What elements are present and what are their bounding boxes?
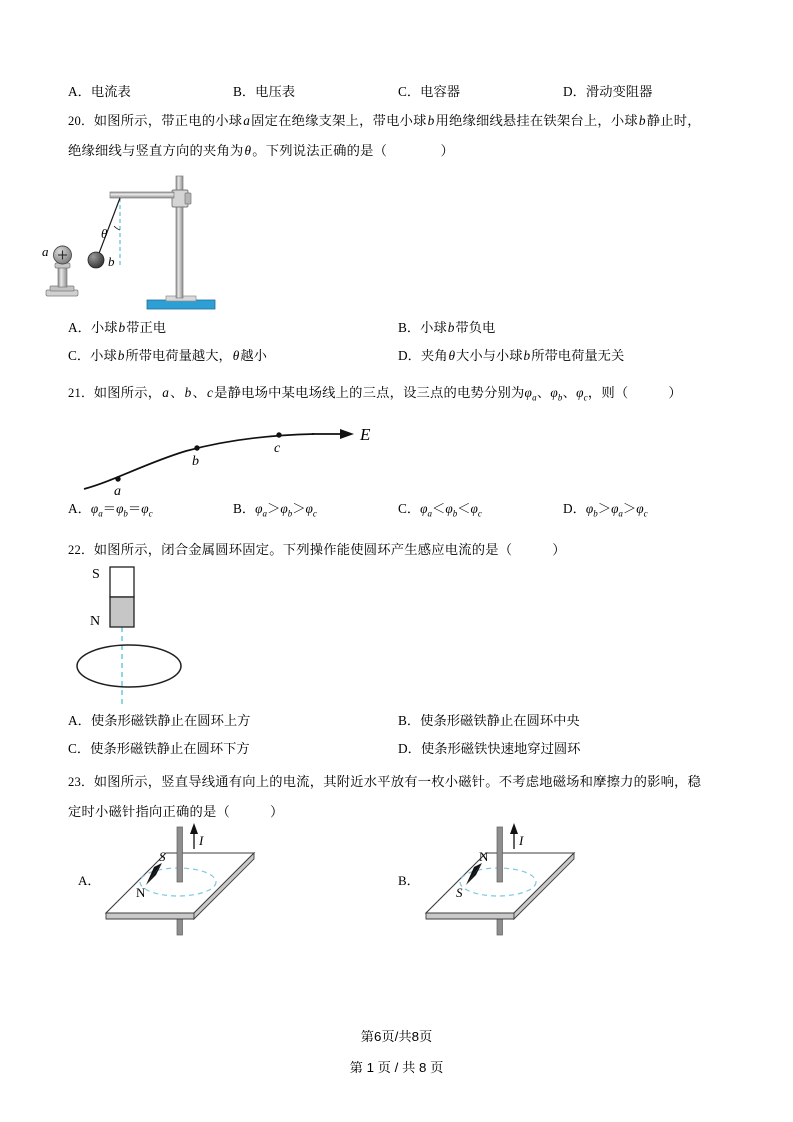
q20-var-a: a	[243, 113, 251, 128]
q20-text-5: 绝缘细线与竖直方向的夹角为	[68, 143, 244, 158]
page-content	[42, 78, 728, 957]
question-20-options-row-2	[68, 342, 728, 370]
ball-a-assembly	[42, 244, 78, 296]
q20-option-d: D．夹角θ大小与小球b所带电荷量无关	[398, 348, 625, 363]
question-22-options-row-1	[68, 707, 728, 735]
question-21-options	[68, 495, 728, 528]
question-20-figure	[42, 166, 728, 314]
q22-pole-n-label: N	[90, 614, 101, 630]
q20-text-1: 如图所示，带正电的小球	[93, 113, 243, 128]
q19-option-c: C．电容器	[398, 84, 461, 99]
q21-option-a: A．$\varphi_a=\varphi_b=\varphi_c$	[68, 500, 153, 519]
q21-number: 21．	[68, 386, 94, 400]
q23b-needle-n-label: N	[479, 849, 489, 865]
q19-option-b: B．电压表	[233, 84, 296, 99]
q20-text-6: 。下列说法正确的是（	[252, 143, 388, 158]
q23a-needle-s-label: S	[159, 849, 166, 865]
question-23-figures	[68, 827, 728, 957]
q21-option-c: C．$\varphi_a<\varphi_b<\varphi_c$	[398, 500, 482, 519]
q21-option-b: B．$\varphi_a>\varphi_b>\varphi_c$	[233, 500, 317, 519]
q23-option-b-label: B．	[398, 873, 420, 889]
q20-var-b: b	[427, 113, 435, 128]
footer-page-indicator-outer: 第 1 页 / 共 8 页	[349, 1060, 444, 1075]
q22-option-b: B．使条形磁铁静止在圆环中央	[398, 713, 580, 729]
q20-text-4: 静止时，	[646, 113, 701, 128]
q21-option-d: D．$\varphi_b>\varphi_a>\varphi_c$	[563, 500, 648, 519]
q20-option-b: B．小球b带负电	[398, 320, 496, 335]
q21-point-c-label: c	[274, 440, 281, 456]
question-20-options-row-1	[68, 314, 728, 342]
q22-option-d: D．使条形磁铁快速地穿过圆环	[398, 741, 581, 757]
q20-text-2: 固定在绝缘支架上，带电小球	[251, 113, 427, 128]
q20-ball-a-label: a	[42, 244, 49, 259]
q23a-needle-n-label: N	[136, 885, 146, 901]
q19-option-a: A．电流表	[68, 84, 131, 99]
q20-text-3: 用绝缘细线悬挂在铁架台上，小球	[435, 113, 638, 128]
q20-paren: ）	[440, 143, 454, 158]
question-22-options-row-2	[68, 735, 728, 763]
q22-pole-s-label: S	[92, 567, 100, 583]
q23-option-a-label: A．	[78, 873, 101, 889]
question-19-options	[68, 78, 728, 106]
q19-option-d: D．滑动变阻器	[563, 84, 653, 99]
q20-ball-b-label: b	[108, 254, 115, 269]
q21-point-a-label: a	[114, 483, 121, 499]
q20-var-b2: b	[638, 113, 646, 128]
q23b-current-label: I	[519, 833, 524, 849]
q20-var-theta: θ	[244, 143, 252, 158]
q23-number: 23．	[68, 775, 94, 790]
q20-option-c: C．小球b所带电荷量越大，θ越小	[68, 348, 267, 363]
q22-option-a: A．使条形磁铁静止在圆环上方	[68, 713, 251, 729]
q20-number: 20．	[68, 114, 94, 128]
q22-number: 22．	[68, 543, 94, 558]
question-23-stem: 23．如图所示，竖直导线通有向上的电流，其附近水平放有一枚小磁针。不考虑地磁场和摩擦力的影响，稳 定时小磁针指向正确的是（ ）	[68, 774, 702, 820]
q21-point-b-label: b	[192, 453, 199, 469]
q23a-current-label: I	[199, 833, 204, 849]
q22-option-c: C．使条形磁铁静止在圆环下方	[68, 741, 250, 757]
q20-theta-label: θ	[101, 226, 108, 241]
question-22-stem: 22．如图所示，闭合金属圆环固定。下列操作能使圆环产生感应电流的是（ ）	[68, 542, 566, 558]
q20-option-a: A．小球b带正电	[68, 320, 167, 335]
footer-page-indicator-inner: 第6页/共8页	[360, 1029, 433, 1044]
question-20-stem	[68, 106, 728, 166]
question-22-figure	[68, 565, 728, 707]
question-21-stem: 21．如图所示，a、b、c是静电场中某电场线上的三点，设三点的电势分别为$\varphi_a$、$\varphi_b$、$\varphi_c$，则（ ）	[68, 385, 682, 403]
q23b-needle-s-label: S	[456, 885, 463, 901]
q21-field-label: E	[360, 424, 371, 444]
question-21-figure	[68, 413, 728, 499]
